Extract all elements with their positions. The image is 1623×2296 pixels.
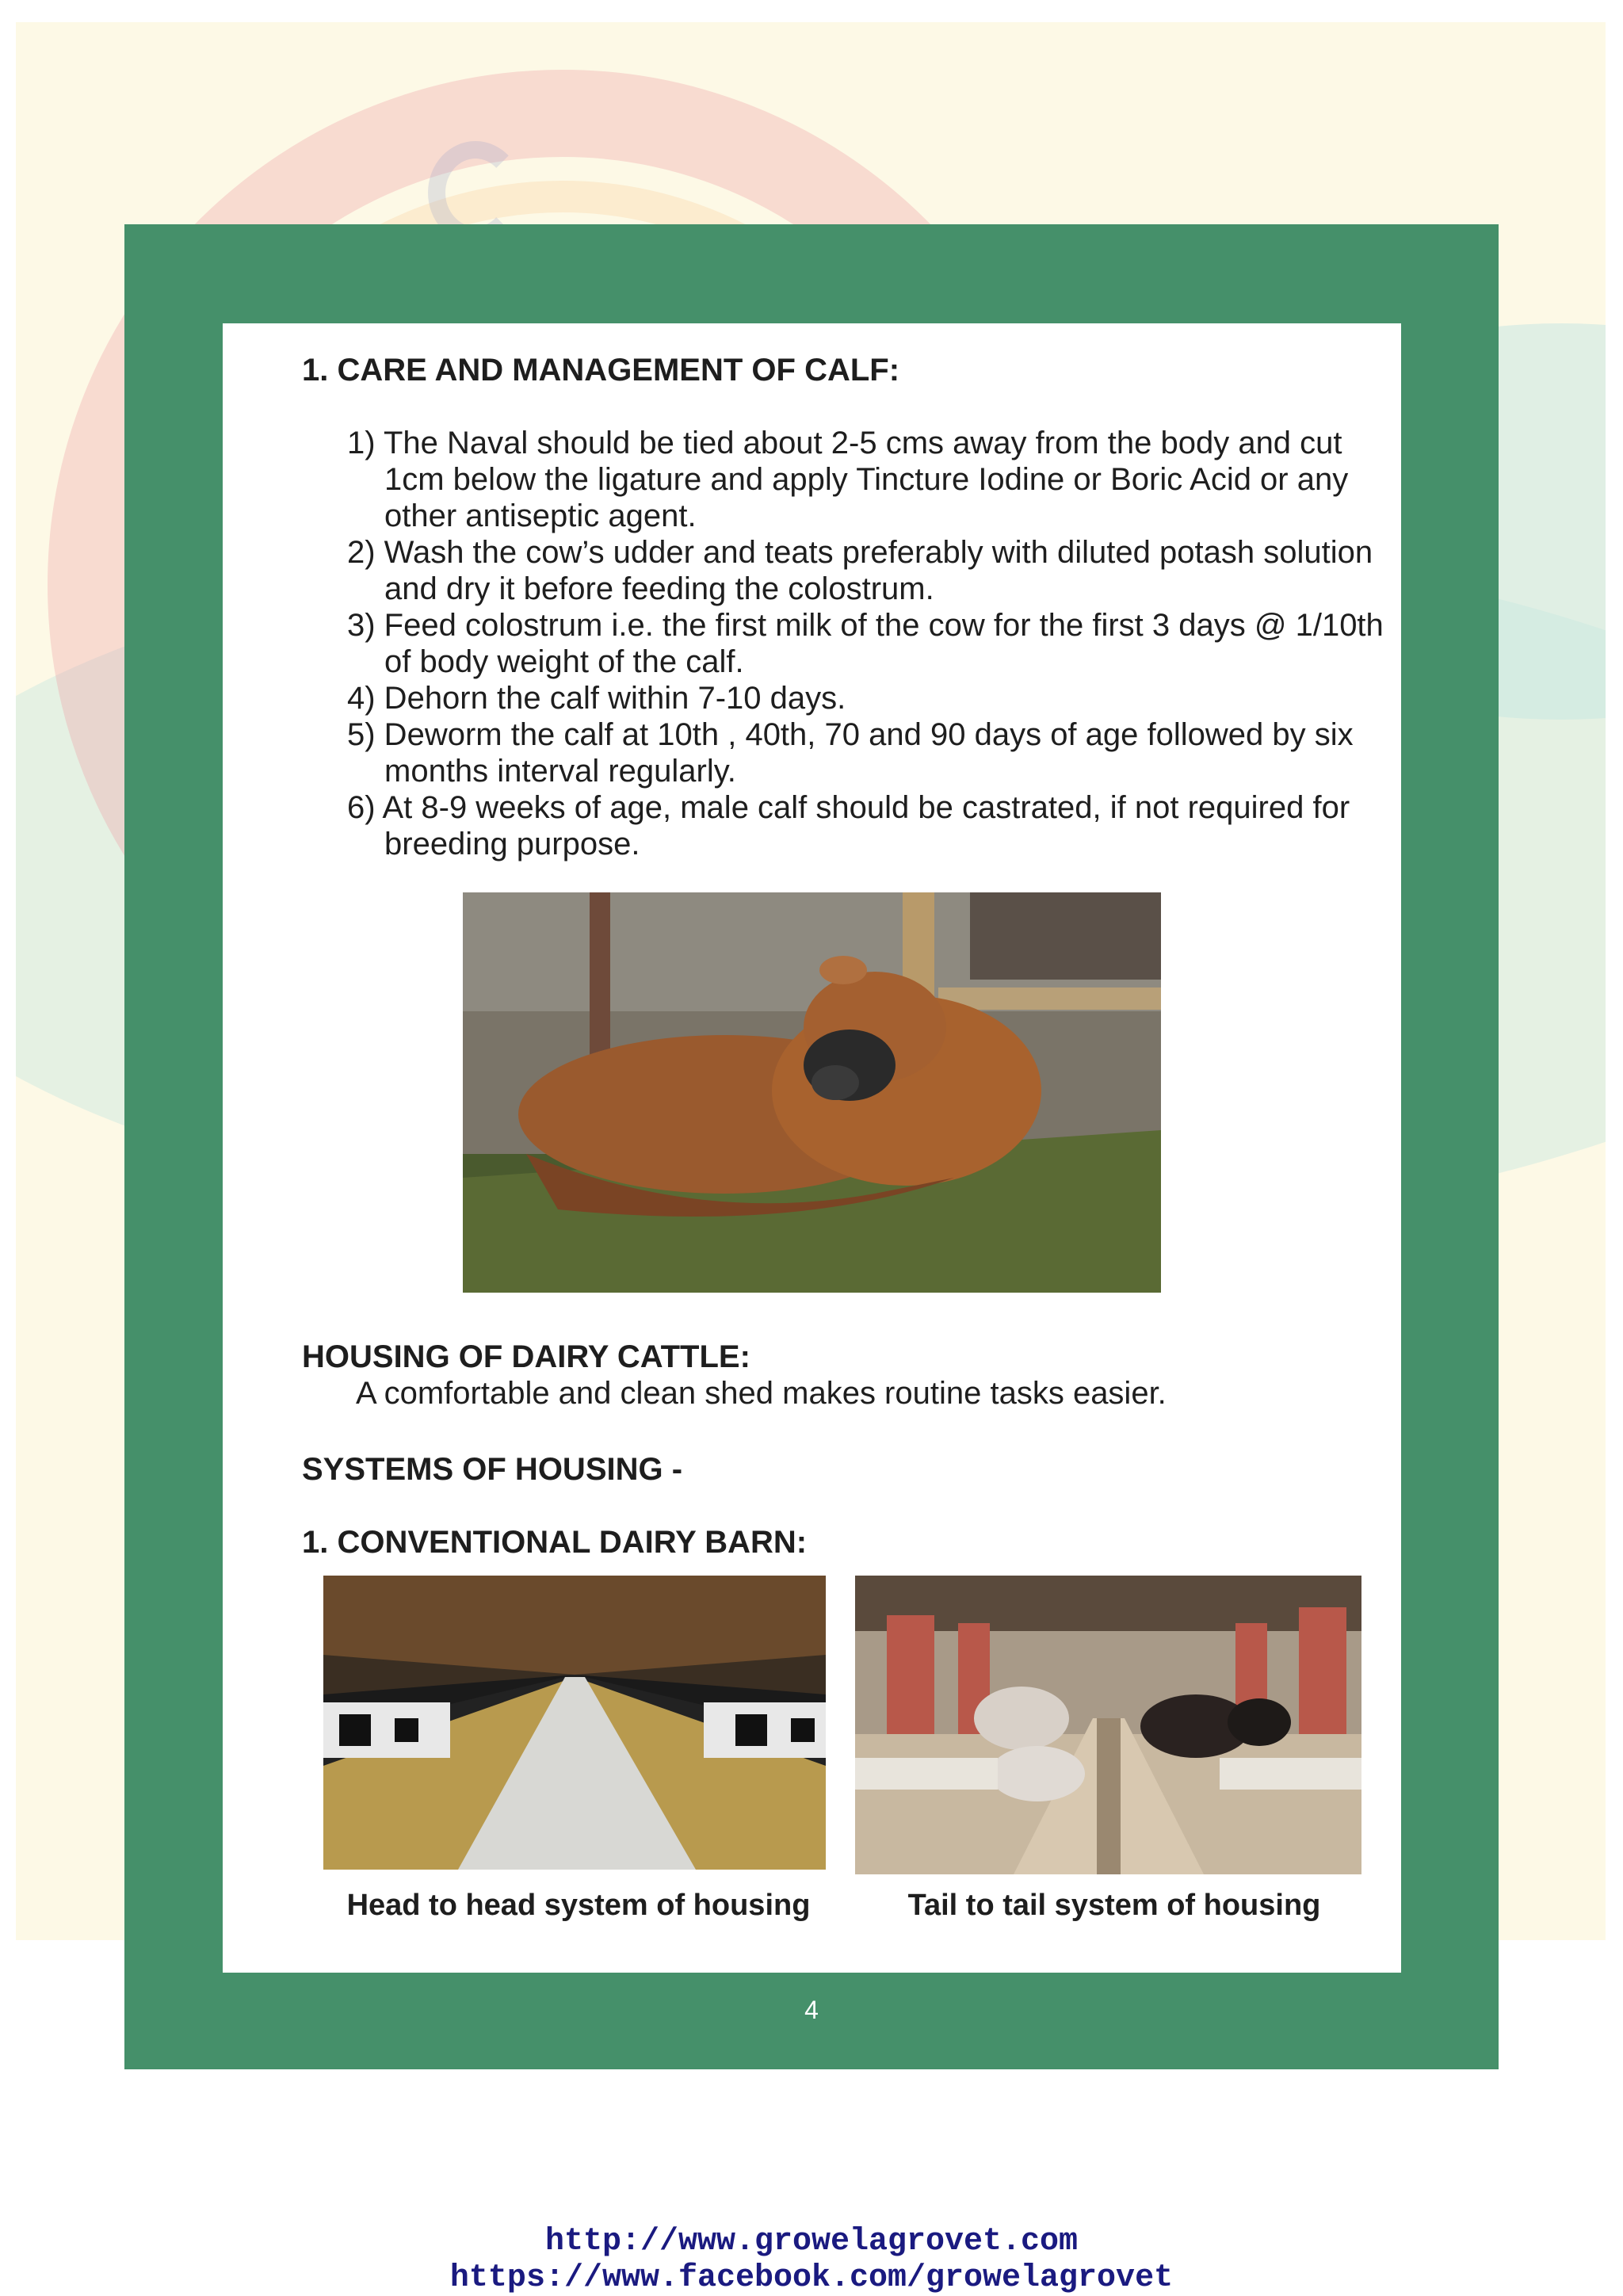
list-item: 2) Wash the cow’s udder and teats preferably with diluted potash solution and dry it before feeding the colostrum. <box>347 535 1373 606</box>
calf-care-list <box>347 425 1393 862</box>
section-heading-conventional-barn: 1. CONVENTIONAL DAIRY BARN: <box>302 1525 808 1560</box>
caption-tail-to-tail: Tail to tail system of housing <box>907 1889 1321 1922</box>
caption-head-to-head: Head to head system of housing <box>346 1889 811 1922</box>
section-heading-housing: HOUSING OF DAIRY CATTLE: <box>302 1339 750 1374</box>
facebook-link[interactable]: https://www.facebook.com/growelagrovet <box>449 2260 1174 2296</box>
tail-to-tail-barn-image <box>855 1576 1361 1874</box>
list-item: 5) Deworm the calf at 10th , 40th, 70 and 90 days of age followed by six months interval regularly. <box>347 717 1354 789</box>
housing-description: A comfortable and clean shed makes routine tasks easier. <box>356 1376 1167 1411</box>
list-item: 1) The Naval should be tied about 2-5 cms away from the body and cut 1cm below the ligature and apply Tincture Iodine or Boric Acid or any other antiseptic agent. <box>347 426 1349 533</box>
website-link[interactable]: http://www.growelagrovet.com <box>544 2224 1079 2260</box>
list-item: 6) At 8-9 weeks of age, male calf should be castrated, if not required for breeding purpose. <box>347 790 1350 861</box>
head-to-head-barn-image <box>323 1576 826 1870</box>
head-to-head-barn-photo <box>323 1576 826 1870</box>
section-heading-systems: SYSTEMS OF HOUSING - <box>302 1452 683 1487</box>
tail-to-tail-barn-photo <box>855 1576 1361 1874</box>
list-item: 4) Dehorn the calf within 7-10 days. <box>347 681 846 716</box>
calf-photo <box>463 892 1161 1293</box>
list-item: 3) Feed colostrum i.e. the first milk of the cow for the first 3 days @ 1/10th of body weight of the calf. <box>347 608 1384 679</box>
section-heading-calf-care: 1. CARE AND MANAGEMENT OF CALF: <box>302 353 900 388</box>
calf-photo-image <box>463 892 1161 1293</box>
page-number: 4 <box>804 1996 819 2024</box>
